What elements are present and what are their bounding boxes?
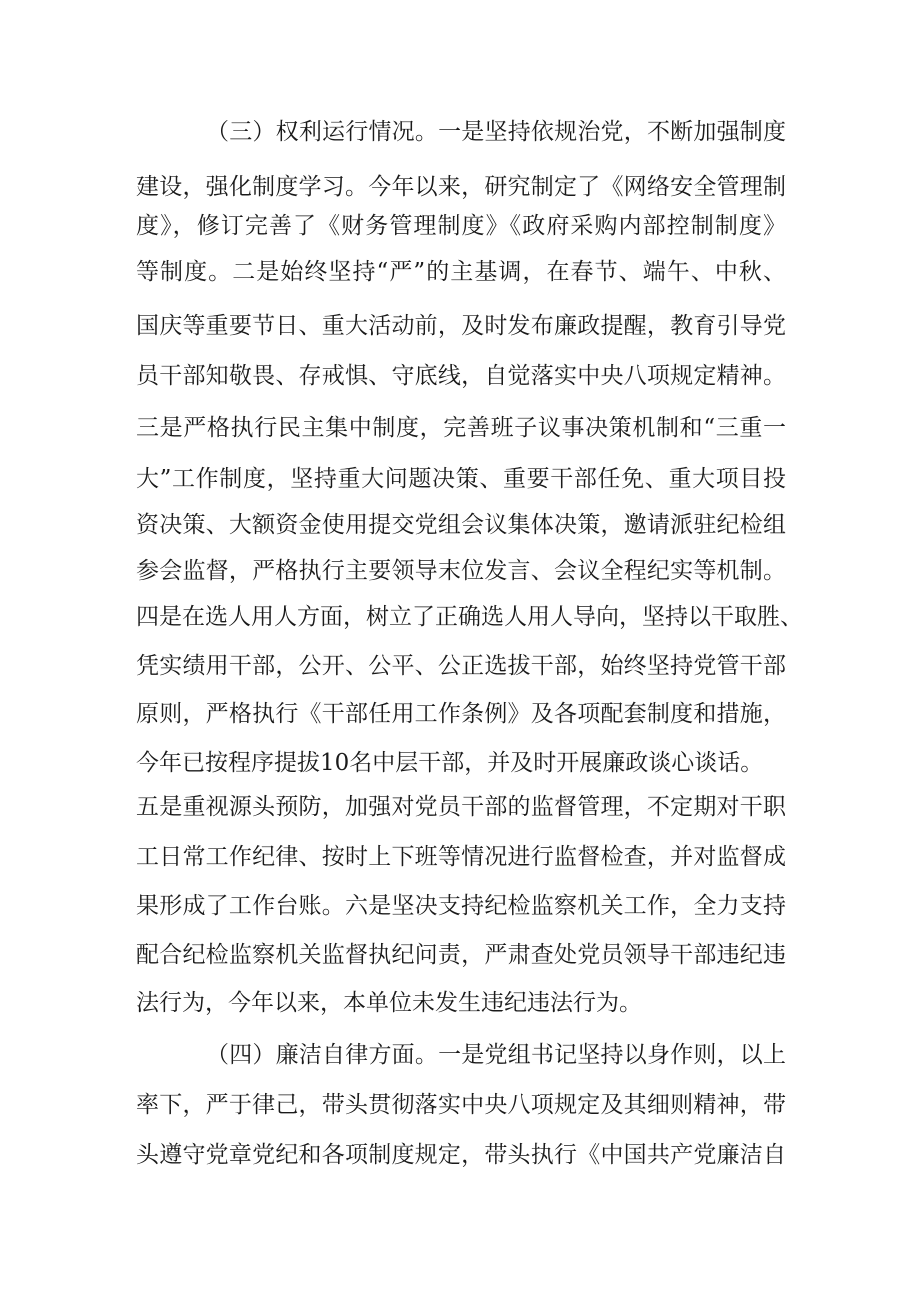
paragraph-line: （四）廉洁自律方面。一是党组书记坚持以身作则，以上 [206, 1042, 786, 1068]
paragraph-line: 今年已按程序提拔10名中层干部，并及时开展廉政谈心谈话。 [136, 750, 764, 776]
paragraph-line: 国庆等重要节日、重大活动前，及时发布廉政提醒，教育引导党 [136, 313, 786, 339]
paragraph-line: 参会监督，严格执行主要领导末位发言、会议全程纪实等机制。 [136, 558, 786, 584]
paragraph-line: 大”工作制度，坚持重大问题决策、重要干部任免、重大项目投 [136, 466, 786, 492]
paragraph-line: 建设，强化制度学习。今年以来，研究制定了《网络安全管理制 [136, 174, 786, 200]
paragraph-line: 三是严格执行民主集中制度，完善班子议事决策机制和“三重一 [136, 415, 786, 441]
paragraph-line: 资决策、大额资金使用提交党组会议集体决策，邀请派驻纪检组 [136, 512, 786, 538]
paragraph-line: （三）权利运行情况。一是坚持依规治党，不断加强制度 [206, 119, 786, 145]
paragraph-line: 率下，严于律己，带头贯彻落实中央八项规定及其细则精神，带 [136, 1092, 786, 1118]
paragraph-line: 四是在选人用人方面，树立了正确选人用人导向，坚持以干取胜、 [136, 604, 803, 630]
paragraph-line: 员干部知敬畏、存戒惧、守底线，自觉落实中央八项规定精神。 [136, 363, 786, 389]
paragraph-line: 度》，修订完善了《财务管理制度》《政府采购内部控制制度》 [136, 213, 786, 239]
paragraph-line: 工日常工作纪律、按时上下班等情况进行监督检查，并对监督成 [136, 844, 786, 870]
paragraph-line: 五是重视源头预防，加强对党员干部的监督管理，不定期对干职 [136, 794, 786, 820]
paragraph-line: 凭实绩用干部，公开、公平、公正选拔干部，始终坚持党管干部 [136, 653, 786, 679]
paragraph-line: 等制度。二是始终坚持“严”的主基调，在春节、端午、中秋、 [136, 259, 786, 285]
paragraph-line: 原则，严格执行《干部任用工作条例》及各项配套制度和措施， [136, 701, 786, 727]
paragraph-line: 配合纪检监察机关监督执纪问责，严肃查处党员领导干部违纪违 [136, 942, 786, 968]
paragraph-line: 法行为，今年以来，本单位未发生违纪违法行为。 [136, 990, 642, 1016]
paragraph-line: 果形成了工作台账。六是坚决支持纪检监察机关工作，全力支持 [136, 893, 786, 919]
paragraph-line: 头遵守党章党纪和各项制度规定，带头执行《中国共产党廉洁自 [136, 1142, 786, 1168]
